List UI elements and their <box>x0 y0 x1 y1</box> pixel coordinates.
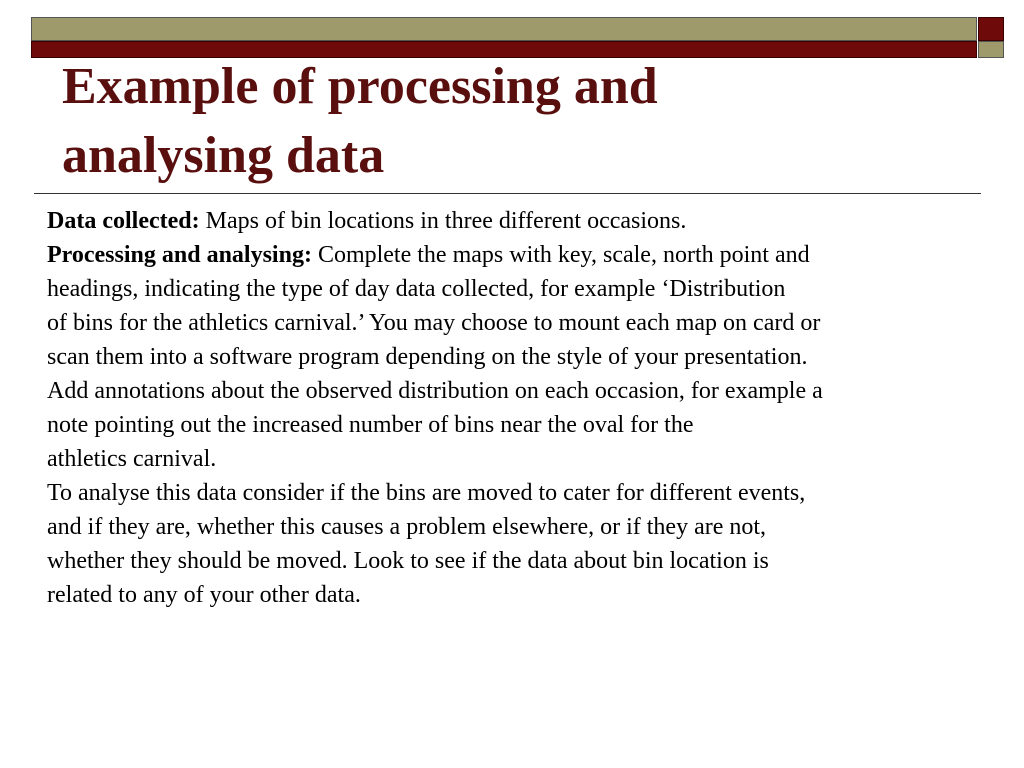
body-line <box>47 476 1007 510</box>
body-line-label: Processing and analysing: <box>47 242 312 268</box>
corner-square-maroon <box>978 17 1004 41</box>
slide-title <box>62 52 962 190</box>
slide-title-line-2: analysing data <box>62 127 385 184</box>
body-line <box>47 204 1007 238</box>
body-line-label: Data collected: <box>47 208 200 234</box>
body-line-text: of bins for the athletics carnival.’ You may choose to mount each map on card or <box>47 310 821 336</box>
body-line-text: headings, indicating the type of day data collected, for example ‘Distribution <box>47 276 786 302</box>
body-line <box>47 442 1007 476</box>
body-line-text: To analyse this data consider if the bins are moved to cater for different events, <box>47 480 806 506</box>
body-line <box>47 374 1007 408</box>
body-line-text: whether they should be moved. Look to see if the data about bin location is <box>47 548 769 574</box>
title-divider <box>34 193 981 194</box>
slide-title-line-1: Example of processing and <box>62 58 658 115</box>
body-line <box>47 238 1007 272</box>
body-line <box>47 544 1007 578</box>
body-line <box>47 272 1007 306</box>
body-line <box>47 578 1007 612</box>
body-line-text: Complete the maps with key, scale, north point and <box>311 242 810 268</box>
body-line-text: note pointing out the increased number of bins near the oval for the <box>47 412 694 438</box>
body-line-text: scan them into a software program depending on the style of your presentation. <box>47 344 808 370</box>
body-line <box>47 408 1007 442</box>
body-line-text: related to any of your other data. <box>47 582 361 608</box>
body-line-text: Add annotations about the observed distribution on each occasion, for example a <box>47 378 823 404</box>
body-line <box>47 306 1007 340</box>
body-line-text: and if they are, whether this causes a problem elsewhere, or if they are not, <box>47 514 767 540</box>
body-line-text: athletics carnival. <box>47 446 217 472</box>
body-line <box>47 510 1007 544</box>
header-bar-olive <box>31 17 977 41</box>
corner-square-olive <box>978 41 1004 58</box>
slide-body <box>47 204 1007 612</box>
body-line-text: Maps of bin locations in three different occasions. <box>199 208 687 234</box>
body-line <box>47 340 1007 374</box>
